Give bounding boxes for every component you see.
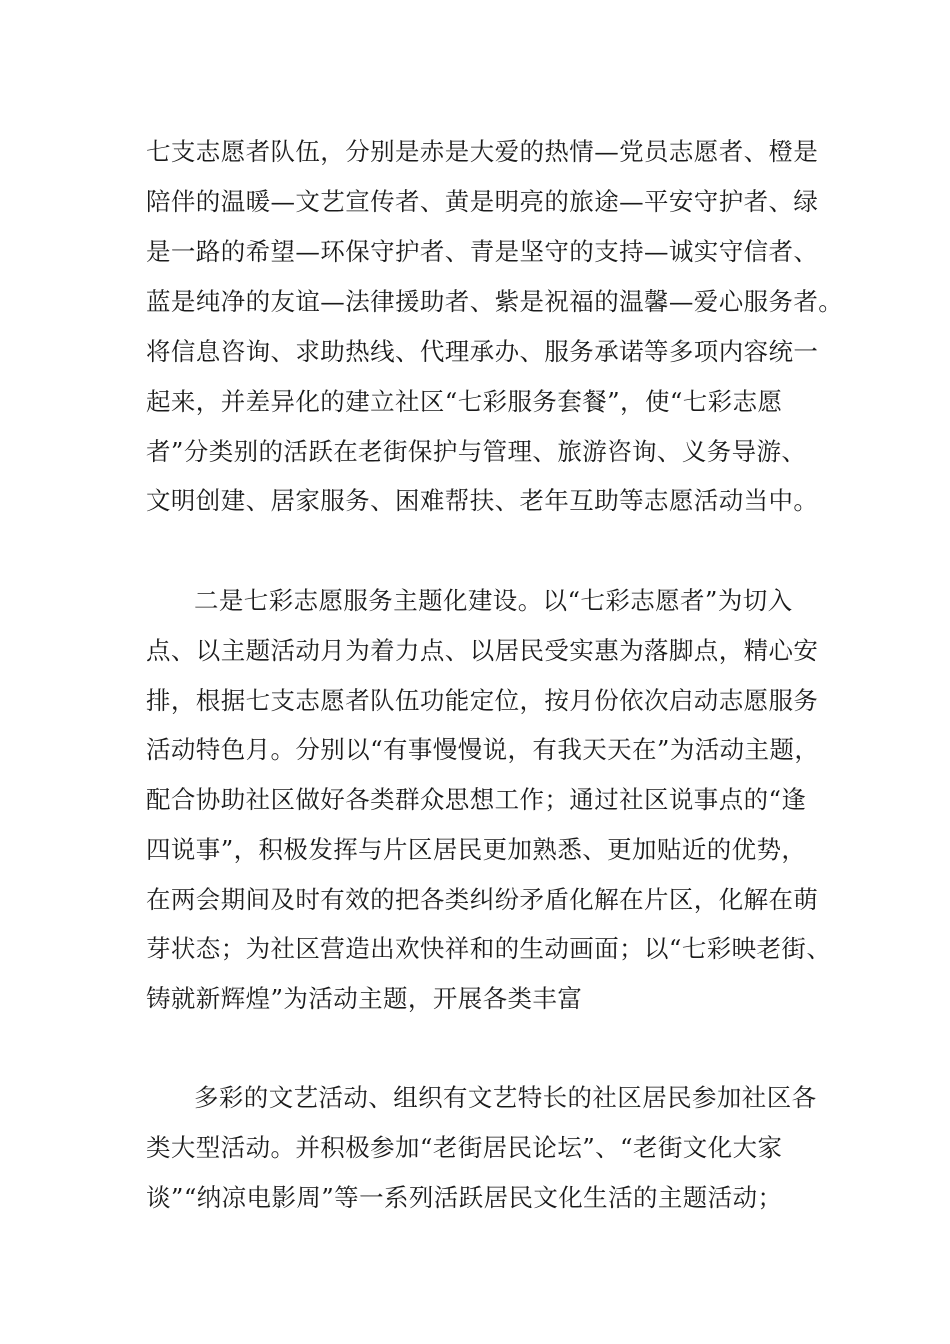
text-line: 排，根据七支志愿者队伍功能定位，按月份依次启动志愿服务 — [146, 686, 819, 715]
text-line: 类大型活动。并积极参加“老街居民论坛”、“老街文化大家 — [146, 1133, 783, 1162]
text-line: 是一路的希望—环保守护者、青是坚守的支持—诚实守信者、 — [146, 237, 819, 266]
text-line: 在两会期间及时有效的把各类纠纷矛盾化解在片区，化解在萌 — [146, 885, 819, 914]
text-line: 芽状态；为社区营造出欢快祥和的生动画面；以“七彩映老街、 — [146, 934, 832, 963]
text-line: 多彩的文艺活动、组织有文艺特长的社区居民参加社区各 — [194, 1083, 817, 1112]
text-line: 谈”“纳凉电影周”等一系列活跃居民文化生活的主题活动； — [146, 1183, 783, 1212]
text-line: 七支志愿者队伍，分别是赤是大爱的热情—党员志愿者、橙是 — [146, 137, 819, 166]
text-line: 蓝是纯净的友谊—法律援助者、紫是祝福的温馨—爱心服务者。 — [146, 287, 844, 316]
text-line: 者”分类别的活跃在老街保护与管理、旅游咨询、义务导游、 — [146, 437, 807, 466]
text-line: 铸就新辉煌”为活动主题，开展各类丰富 — [146, 984, 583, 1013]
text-line: 配合协助社区做好各类群众思想工作；通过社区说事点的“逢 — [146, 785, 807, 814]
text-line: 二是七彩志愿服务主题化建设。以“七彩志愿者”为切入 — [194, 586, 793, 615]
text-line: 活动特色月。分别以“有事慢慢说，有我天天在”为活动主题， — [146, 735, 820, 764]
text-line: 文明创建、居家服务、困难帮扶、老年互助等志愿活动当中。 — [146, 486, 819, 515]
text-line: 点、以主题活动月为着力点、以居民受实惠为落脚点，精心安 — [146, 636, 819, 665]
text-line: 陪伴的温暖—文艺宣传者、黄是明亮的旅途—平安守护者、绿 — [146, 187, 819, 216]
text-line: 将信息咨询、求助热线、代理承办、服务承诺等多项内容统一 — [146, 337, 819, 366]
text-line: 四说事”，积极发挥与片区居民更加熟悉、更加贴近的优势， — [146, 835, 807, 864]
text-line: 起来，并差异化的建立社区“七彩服务套餐”，使“七彩志愿 — [146, 387, 783, 416]
